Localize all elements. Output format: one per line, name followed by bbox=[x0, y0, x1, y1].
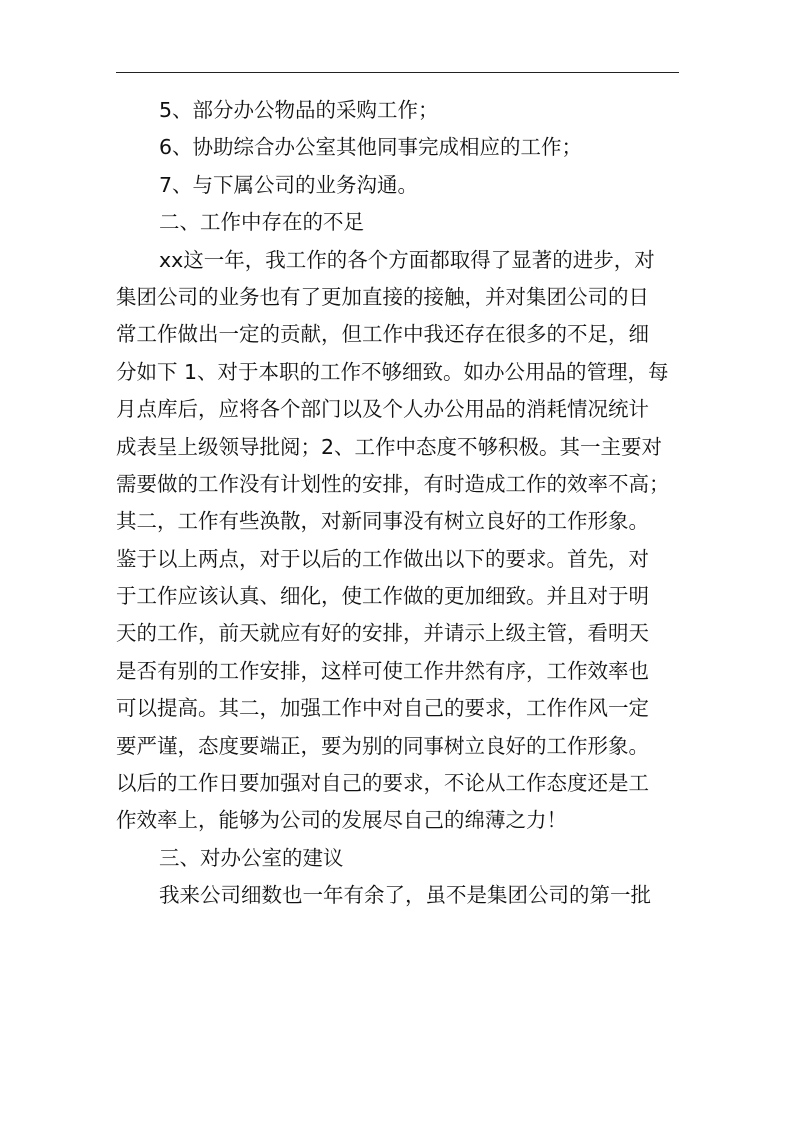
paragraph-line: 月点库后，应将各个部门以及个人办公用品的消耗情况统计 bbox=[116, 397, 649, 422]
paragraph-line: 是否有别的工作安排，这样可使工作井然有序，工作效率也 bbox=[116, 658, 649, 683]
paragraph-line: 于工作应该认真、细化，使工作做的更加细致。并且对于明 bbox=[116, 584, 649, 609]
paragraph-line: 其二，工作有些涣散，对新同事没有树立良好的工作形象。 bbox=[116, 509, 649, 534]
paragraph-line: 以后的工作日要加强对自己的要求，不论从工作态度还是工 bbox=[116, 771, 649, 796]
paragraph-line: 集团公司的业务也有了更加直接的接触，并对集团公司的日 bbox=[116, 284, 649, 309]
paragraph-line: 鉴于以上两点，对于以后的工作做出以下的要求。首先，对 bbox=[116, 546, 649, 571]
list-item-6: 6、协助综合办公室其他同事完成相应的工作； bbox=[159, 135, 583, 160]
paragraph-line: xx这一年，我工作的各个方面都取得了显著的进步，对 bbox=[159, 247, 655, 272]
list-item-5: 5、部分办公物品的采购工作； bbox=[159, 98, 439, 122]
paragraph-line: 可以提高。其二，加强工作中对自己的要求，工作作风一定 bbox=[116, 696, 649, 721]
paragraph-line: 需要做的工作没有计划性的安排，有时造成工作的效率不高； bbox=[116, 471, 670, 496]
section-heading-suggestions: 三、对办公室的建议 bbox=[159, 845, 344, 870]
paragraph-line: 要严谨，态度要端正，要为别的同事树立良好的工作形象。 bbox=[116, 733, 649, 758]
paragraph-line: 成表呈上级领导批阅；2、工作中态度不够积极。其一主要对 bbox=[116, 434, 663, 459]
list-item-7: 7、与下属公司的业务沟通。 bbox=[159, 172, 419, 197]
paragraph-line: 分如下 1、对于本职的工作不够细致。如办公用品的管理，每 bbox=[116, 359, 669, 384]
header-rule bbox=[116, 72, 679, 73]
section-heading-shortcomings: 二、工作中存在的不足 bbox=[159, 210, 364, 235]
paragraph-line: 常工作做出一定的贡献，但工作中我还存在很多的不足，细 bbox=[116, 322, 649, 347]
paragraph-line: 我来公司细数也一年有余了，虽不是集团公司的第一批 bbox=[159, 883, 651, 908]
document-body bbox=[116, 92, 679, 915]
paragraph-line: 天的工作，前天就应有好的安排，并请示上级主管，看明天 bbox=[116, 621, 649, 646]
paragraph-line: 作效率上，能够为公司的发展尽自己的绵薄之力！ bbox=[116, 808, 567, 833]
